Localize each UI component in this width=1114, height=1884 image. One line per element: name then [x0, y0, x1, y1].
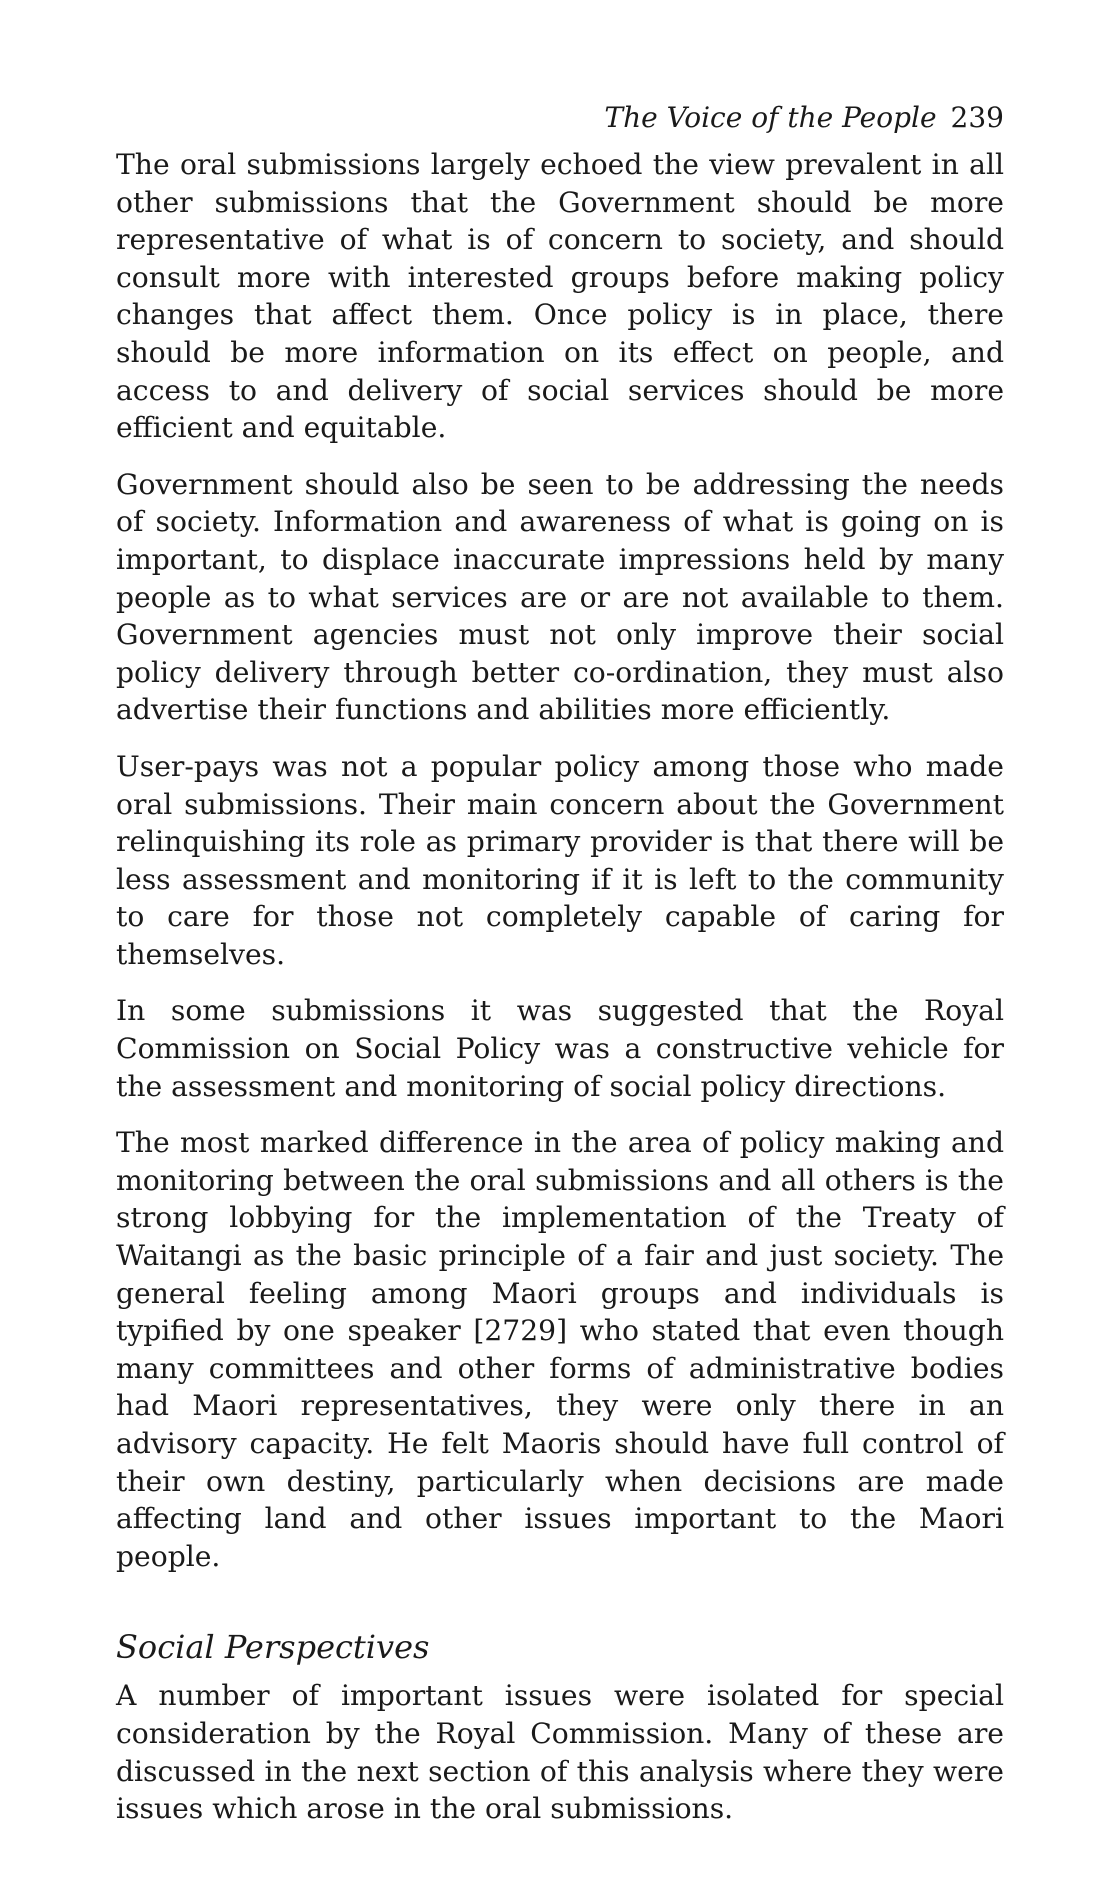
- running-title: The Voice of the People: [604, 101, 937, 134]
- paragraph-5: The most marked difference in the area of policy making and monitoring between the oral submissions and all others is the strong lobbying for the implementation of the Treaty of Waitangi as the basic principle of a fair and just society. The general feeling among Maori groups and individuals is typified by one speaker [2729] who stated that even though many committees and other forms of administrative bodies had Maori representatives, they were only there in an advisory capacity. He felt Maoris should have full control of their own destiny, particularly when decisions are made affecting land and other issues important to the Maori people.: [116, 1126, 1004, 1573]
- book-page: [116, 100, 1004, 1847]
- section-paragraph: A number of important issues were isolated for special consideration by the Royal Commission. Many of these are discussed in the next section of this analysis where they were issues which arose in the oral submissions.: [116, 1679, 1004, 1826]
- paragraph-4: In some submissions it was suggested that the Royal Commission on Social Policy was a constructive vehicle for the assessment and monitoring of social policy directions.: [116, 994, 1004, 1103]
- page-number: 239: [950, 101, 1004, 134]
- paragraph-3: User-pays was not a popular policy among those who made oral submissions. Their main concern about the Government relinquishing its role as primary provider is that there will be less assessment and monitoring if it is left to the community to care for those not completely capable of caring for themselves.: [116, 749, 1004, 971]
- section-heading: Social Perspectives: [116, 1628, 430, 1667]
- paragraph-2: Government should also be seen to be addressing the needs of society. Information and awareness of what is going on is important, to displace inaccurate impressions held by many people as to what services are or are not available to them. Government agencies must not only improve their social policy delivery through better co-ordination, they must also advertise their functions and abilities more efficiently.: [116, 467, 1004, 727]
- paragraph-1: The oral submissions largely echoed the view prevalent in all other submissions that the Government should be more representative of what is of concern to society, and should consult more with interested groups before making policy changes that affect them. Once policy is in place, there should be more information on its effect on people, and access to and delivery of social services should be more efficient and equitable.: [116, 148, 1004, 445]
- running-head: [116, 100, 1004, 136]
